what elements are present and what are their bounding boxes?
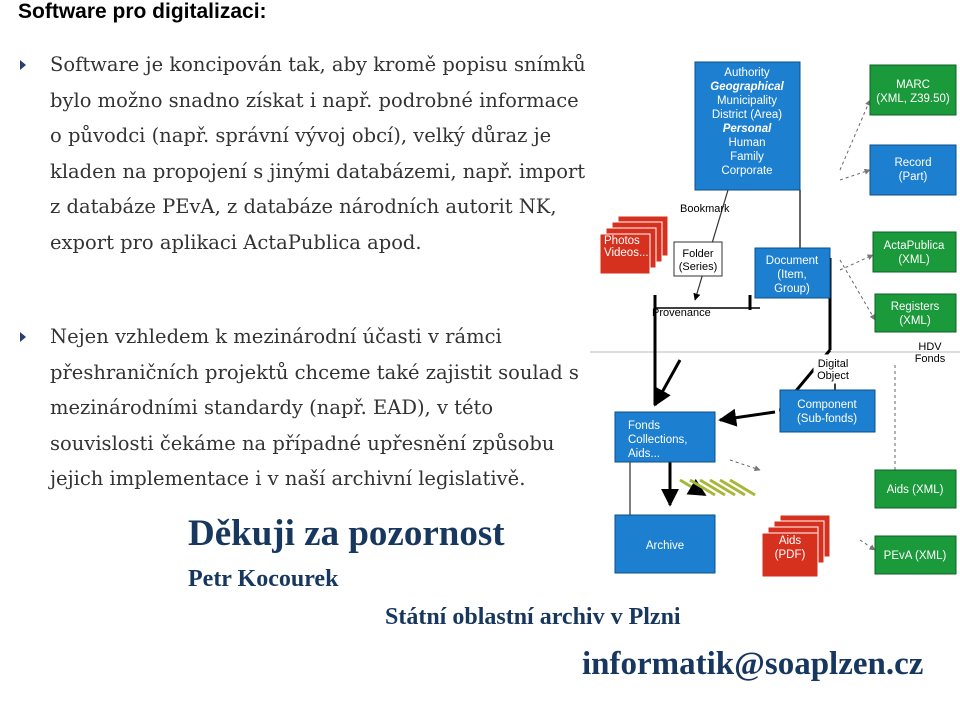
actapublica-label: ActaPublica [883,240,945,252]
thanks-heading: Děkuji za pozornost [188,513,505,554]
marc-label: MARC [896,79,930,91]
photos-stack [600,216,668,274]
photos-label: Photos [604,235,640,247]
authority-geographical: Geographical [710,81,784,93]
archive-label: Archive [645,540,685,552]
provenance-label: Provenance [652,307,711,319]
peva-xml-box [875,536,956,574]
bullet-international-standards [18,319,593,497]
authority-personal: Personal [722,123,772,135]
bullet-text: Nejen vzhledem k mezinárodní účasti v rámci přeshraničních projektů chceme také zajistit soulad s mezinárodními standardy (např. EAD), v této souvislosti čekáme na případné upřesnění způsobu jejich implementace i v naší archivní legislativě. [50,325,579,490]
record-label: Record [894,157,932,169]
folder-box [674,242,722,276]
component-box [780,390,875,432]
marc-box [870,65,956,115]
digital-object-box [814,355,852,383]
slide-title: Software pro digitalizaci: [18,0,267,23]
photos-sub: Videos... [604,247,649,259]
contact-email: informatik@soaplzen.cz [582,646,924,682]
actapublica-box [873,232,956,272]
aids-xml-label: Aids (XML) [886,484,944,496]
component-label: Component [797,399,857,411]
registers-label: Registers [890,301,940,313]
peva-label: PEvA (XML) [883,550,947,562]
folder-label: Folder [682,248,714,260]
fonds-sub1: Collections, [628,434,688,446]
bullet-arrow-icon [20,332,26,342]
archive-name: Státní oblastní archiv v Plzni [385,604,681,630]
hdv-label: HDV [918,341,942,353]
bullet-text: Software je koncipován tak, aby kromě popisu snímků bylo možno snadno získat i např. podrobné informace o původci (např. správní vývoj obcí), velký důraz je kladen na propojení s jinými databázemi, např. import z databáze PEvA, z databáze národních autorit NK, export pro aplikaci ActaPublica apod. [50,53,586,254]
authority-family: Family [730,151,764,163]
document-box [755,248,830,298]
marc-sub: (XML, Z39.50) [876,93,950,105]
aids-xml-box [875,470,956,508]
component-sub: (Sub-fonds) [796,413,858,425]
authority-label: Authority [724,67,770,79]
folder-sub: (Series) [678,261,718,273]
aids-pdf-sub: (PDF) [774,549,806,561]
author-name: Petr Kocourek [188,566,339,592]
fonds-box [615,412,715,462]
aids-pdf-label: Aids [778,535,802,547]
actapublica-sub: (XML) [898,254,930,266]
document-label: Document [765,255,819,267]
digital-object-sub: Object [817,370,849,382]
document-sub2: Group) [774,283,810,295]
registers-box [875,294,956,332]
archive-box [615,515,715,573]
aids-pdf-stack [762,515,830,577]
bullet-arrow-icon [20,60,26,70]
authority-human: Human [728,137,766,149]
record-box [870,145,956,195]
registers-sub: (XML) [899,315,931,327]
archive-data-model-diagram [590,60,960,580]
authority-box [695,62,800,190]
record-sub: (Part) [898,171,928,183]
bullet-software-concept [18,47,593,260]
authority-district: District (Area) [711,109,783,121]
fonds-label: Fonds [628,420,660,432]
hdv-fonds-label: Fonds [914,353,946,365]
digital-object-label: Digital [817,358,849,370]
document-sub1: (Item, [777,269,807,281]
authority-municipality: Municipality [716,95,778,107]
bookmark-label: Bookmark [680,203,730,215]
fonds-sub2: Aids... [628,448,660,460]
authority-corporate: Corporate [721,165,773,177]
